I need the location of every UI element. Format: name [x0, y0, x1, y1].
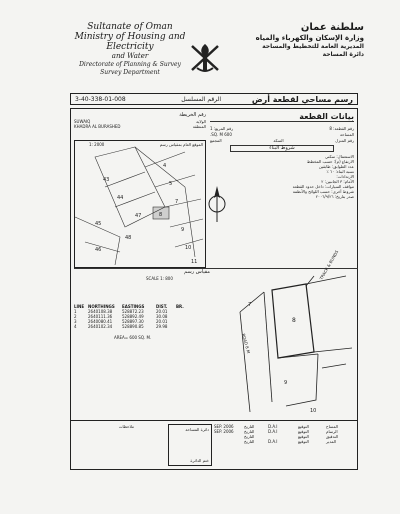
ar-directorate: المديرية العامة للتخطيط والمساحة — [262, 43, 364, 50]
table-row: 2 — [74, 314, 77, 319]
table-cell: 528890.85 — [122, 324, 144, 329]
oman-emblem-icon — [188, 40, 222, 76]
table-cell: 2640080.41 — [88, 319, 113, 324]
wilayat-label: الولاية — [196, 119, 206, 124]
cond-height: الارتفاع (م): حسب المخطط — [306, 159, 354, 164]
location-info — [74, 112, 206, 129]
keymap-plot-9: 9 — [181, 227, 185, 233]
block-label: السكة — [273, 138, 284, 143]
title-bar — [70, 93, 358, 105]
area-value: KHADRA AL BURASHED — [74, 124, 121, 129]
keymap-plot-48: 48 — [125, 235, 132, 241]
house-no-label: رقم المنزل — [335, 138, 354, 143]
keymap-plot-7: 7 — [175, 199, 179, 205]
signoff-table — [214, 424, 356, 444]
map-no-label: رقم الخريطة — [179, 112, 206, 118]
plan-scale-value: SCALE 1: 800 — [146, 276, 173, 281]
keymap-plot-10: 10 — [185, 245, 192, 251]
section-title: بيانات القطعة — [210, 112, 354, 122]
keymap-scale: 1: 2000 — [89, 142, 105, 147]
row-date-label: التاريخ — [244, 439, 255, 444]
cond-date: صدر بتاريخ: ٢٠٠٦/٩/٢٦ — [315, 194, 354, 199]
keymap-plot-4: 4 — [163, 163, 167, 169]
ar-department: دائرة المساحة — [322, 51, 364, 58]
plan-plot-label: 8 — [292, 317, 296, 324]
cond-front: الأمام: ٣ الجانبين: ٢ — [321, 179, 354, 184]
cond-floors: عدد الطوابق: طابقين — [318, 164, 354, 169]
plan-road-track: TRACK & BUNDS — [318, 249, 340, 281]
table-cell: 2640102.34 — [88, 324, 113, 329]
plot-details: رقم القطعة: 8 رقم المربع: 1 المساحة 600 SQ. M. رقم المنزل السكة المجمع شروط البناء الاستعمال: سكني الارتفاع (م): حسب المخطط عدد الطوابق: طابقين نسبة البناء: ٦٠ ٪ الارتدادات: الأمام: ٣ الجانبين: ٢ مواقف السيارات: داخل حدود القطعة شروط أخرى: حسب اللوائح والأنظمة صدر بتاريخ: ٢٠٠٦/٩/٢٦ — [210, 126, 354, 199]
row-sig-label: التوقيع — [298, 439, 309, 444]
table-row: 4 — [74, 324, 77, 329]
plot-no-value: 8 — [329, 126, 332, 131]
plan-neighbor-7: 7 — [248, 302, 252, 308]
sq-no-label: رقم المربع — [215, 126, 234, 131]
coords-table — [74, 304, 206, 340]
doc-title: رسم مساحي لقطعة أرض — [251, 95, 353, 104]
directorate: Directorate of Planning & Survey — [79, 61, 181, 68]
row-sig-label: التوقيع — [298, 429, 309, 434]
row-sig: D.A.I — [268, 439, 278, 444]
table-row: 3 — [74, 319, 77, 324]
table-row: 1 — [74, 309, 77, 314]
cond-other: شروط أخرى: حسب اللوائح والأنظمة — [292, 189, 354, 194]
serial-label: الرقم المسلسل — [181, 96, 221, 103]
table-cell: 528897.30 — [122, 319, 144, 324]
ministry-name-cont: and Water — [111, 52, 149, 60]
row-date-label: التاريخ — [244, 424, 255, 429]
keymap-plot-44: 44 — [117, 195, 124, 201]
col-br: BR. — [176, 304, 184, 309]
table-cell: 20.01 — [156, 309, 168, 314]
sq-no-value: 1 — [210, 126, 213, 131]
area-size-value: 600 SQ. M. — [210, 132, 232, 137]
header-english — [70, 22, 190, 77]
col-line: LINE — [74, 304, 85, 309]
table-cell — [176, 324, 190, 329]
plan-road-8m: ROAD 8 M — [241, 332, 252, 354]
row-sig-label: التوقيع — [298, 424, 309, 429]
row-role: التدقيق — [326, 434, 339, 439]
area-text: AREA= 600 SQ. M. — [114, 335, 152, 340]
plan-neighbor-10: 10 — [310, 408, 317, 414]
plot-plan-drawing — [206, 249, 358, 418]
ministry-name: Ministry of Housing and Electricity — [74, 32, 186, 52]
row-date — [214, 439, 244, 444]
notes-label: ملاحظات — [118, 424, 134, 429]
table-cell: 29.98 — [156, 324, 168, 329]
row-role: الرسام — [326, 429, 338, 434]
table-cell: 20.01 — [156, 319, 168, 324]
dept-label: دائرة المساحة — [185, 427, 209, 432]
row-date: SEP. 2006 — [214, 429, 234, 434]
keymap-plot-8: 8 — [159, 212, 163, 218]
wilayat-value: SUWAIQ — [74, 119, 91, 124]
seal-label: ختم الدائرة — [190, 458, 209, 463]
seal-box — [168, 424, 212, 466]
row-date: SEP. 2006 — [214, 424, 234, 429]
plot-no-label: رقم القطعة — [334, 126, 354, 131]
cond-setback: الارتدادات: — [336, 174, 354, 179]
scale-divider — [74, 268, 358, 269]
cond-parking: مواقف السيارات: داخل حدود القطعة — [292, 184, 354, 189]
keymap-plot-47: 47 — [135, 213, 142, 219]
row-date-label: التاريخ — [244, 429, 255, 434]
building-cond-title: شروط البناء — [230, 145, 334, 152]
keymap-title: الموقع العام بمقياس رسم — [159, 142, 203, 147]
ministry-country: Sultanate of Oman — [87, 22, 173, 32]
complex-label: المجمع — [210, 138, 222, 143]
row-role: المساح — [326, 424, 339, 429]
row-sig: D.A.I — [268, 424, 278, 429]
cond-ratio: نسبة البناء: ٦٠ ٪ — [326, 169, 354, 174]
col-eastings: EASTINGS — [122, 304, 145, 309]
table-cell: 528872.23 — [122, 309, 144, 314]
plan-scale-label: مقياس رسم — [184, 269, 210, 275]
cond-use: الاستعمال: سكني — [324, 154, 354, 159]
col-dist: DIST. — [156, 304, 168, 309]
key-map — [74, 140, 206, 268]
keymap-plot-43: 43 — [103, 177, 110, 183]
serial-value: 3-40-338-01-008 — [75, 96, 126, 103]
plan-neighbor-9: 9 — [284, 380, 288, 386]
table-cell: 2640108.38 — [88, 309, 113, 314]
row-sig-label: التوقيع — [298, 434, 309, 439]
row-date-label: التاريخ — [244, 434, 255, 439]
keymap-plot-11: 11 — [191, 259, 198, 265]
col-northings: NORTHINGS — [88, 304, 115, 309]
ar-ministry: وزارة الإسكان والكهرباء والمياه — [255, 34, 364, 42]
keymap-plot-45: 45 — [95, 221, 102, 227]
table-cell: 30.08 — [156, 314, 168, 319]
north-arrow-icon — [206, 184, 228, 224]
keymap-drawing — [75, 147, 205, 267]
row-role: المدير — [326, 439, 337, 444]
area-label: المنطقة — [192, 124, 206, 129]
table-cell: 2640111.36 — [88, 314, 113, 319]
ar-country: سلطنة عمان — [300, 22, 364, 33]
table-cell: 528892.49 — [122, 314, 144, 319]
keymap-plot-5: 5 — [169, 181, 173, 187]
keymap-plot-46: 46 — [95, 247, 102, 253]
department: Survey Department — [100, 69, 160, 76]
header-arabic — [244, 22, 364, 59]
area-size-label: المساحة — [339, 132, 354, 137]
row-sig: D.A.I — [268, 429, 278, 434]
